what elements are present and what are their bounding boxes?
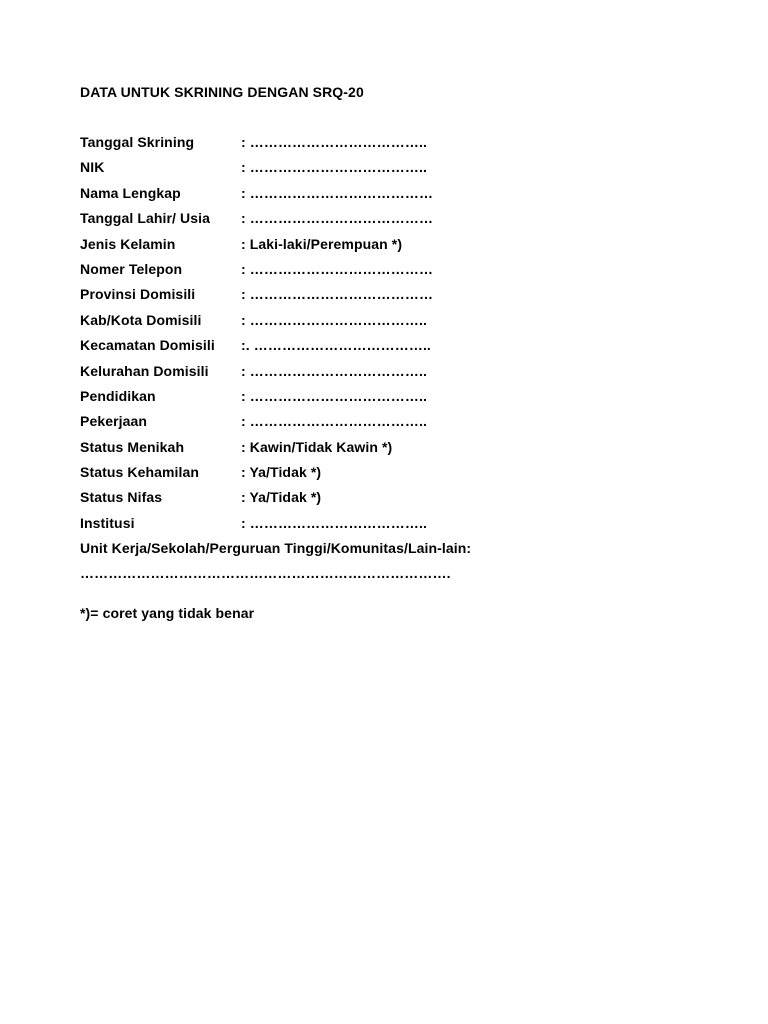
field-value: : ……………………………….. [241, 387, 427, 404]
page-title: DATA UNTUK SKRINING DENGAN SRQ-20 [80, 84, 364, 100]
field-row-institusi [80, 513, 720, 538]
field-row-tanggal-skrining [80, 132, 720, 157]
field-value: : ……………………………….. [241, 413, 427, 430]
field-label: Nomer Telepon [80, 260, 183, 277]
field-value: : ………………………………… [241, 286, 434, 303]
unit-kerja-value: ……………………………………………………………………. [80, 565, 451, 582]
field-row-nama-lengkap [80, 183, 720, 208]
field-value: : ………………………………… [241, 184, 434, 201]
field-label: Tanggal Lahir/ Usia [80, 210, 210, 227]
field-value: : ……………………………….. [241, 159, 427, 176]
field-value: : ……………………………….. [241, 514, 427, 531]
unit-kerja-label: Unit Kerja/Sekolah/Perguruan Tinggi/Komunitas/Lain-lain: [80, 540, 472, 557]
field-row-status-kehamilan [80, 462, 720, 487]
field-label: Status Kehamilan [80, 464, 200, 481]
field-row-status-menikah [80, 437, 720, 462]
field-label: Pekerjaan [80, 413, 148, 430]
field-row-pekerjaan [80, 411, 720, 436]
field-label: Pendidikan [80, 387, 156, 404]
field-label: Jenis Kelamin [80, 235, 176, 252]
field-list [80, 132, 720, 538]
field-row-jenis-kelamin [80, 234, 720, 259]
field-row-nomer-telepon [80, 259, 720, 284]
footnote: *)= coret yang tidak benar [80, 605, 255, 622]
field-label: Status Menikah [80, 438, 185, 455]
field-row-status-nifas [80, 487, 720, 512]
field-row-kelurahan-domisili [80, 361, 720, 386]
field-row-tanggal-lahir [80, 208, 720, 233]
field-label: Kelurahan Domisili [80, 362, 209, 379]
field-row-provinsi-domisili [80, 284, 720, 309]
field-label: Institusi [80, 514, 135, 531]
field-row-kab-kota-domisili [80, 310, 720, 335]
field-label: Status Nifas [80, 489, 163, 506]
field-label: Kab/Kota Domisili [80, 311, 202, 328]
field-label: Kecamatan Domisili [80, 337, 215, 354]
field-row-nik [80, 157, 720, 182]
field-row-pendidikan [80, 386, 720, 411]
document-page [80, 82, 720, 623]
field-label: NIK [80, 159, 105, 176]
field-value: :. ……………………………….. [241, 337, 431, 354]
field-value: : ……………………………….. [241, 362, 427, 379]
field-label: Nama Lengkap [80, 184, 181, 201]
field-value: : ………………………………… [241, 210, 434, 227]
field-value: : ……………………………….. [241, 134, 427, 150]
field-value: : ……………………………….. [241, 311, 427, 328]
field-value: : ………………………………… [241, 260, 434, 277]
field-row-kecamatan-domisili [80, 335, 720, 360]
field-value: : Ya/Tidak *) [241, 489, 322, 506]
field-label: Tanggal Skrining [80, 134, 195, 150]
field-value: : Laki-laki/Perempuan *) [241, 235, 403, 252]
field-label: Provinsi Domisili [80, 286, 196, 303]
field-value: : Ya/Tidak *) [241, 464, 322, 481]
field-value: : Kawin/Tidak Kawin *) [241, 438, 393, 455]
